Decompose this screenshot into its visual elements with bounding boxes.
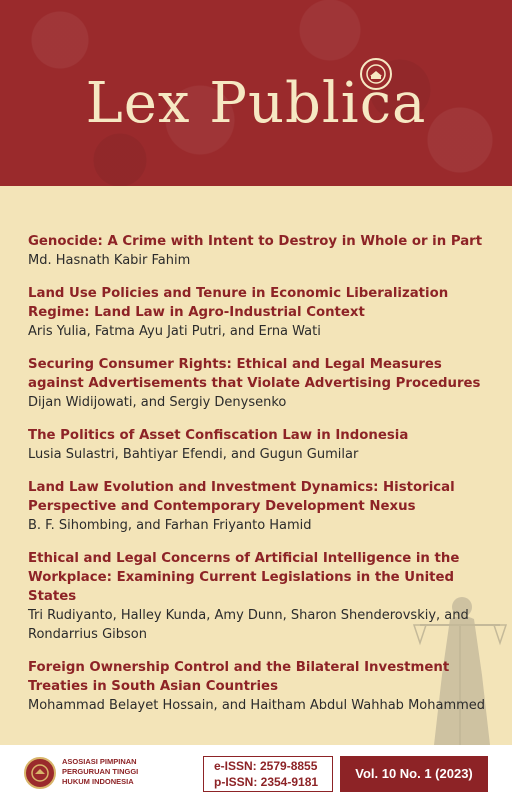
article-item[interactable]	[28, 426, 494, 464]
article-item[interactable]	[28, 658, 494, 715]
volume-badge: Vol. 10 No. 1 (2023)	[340, 756, 488, 792]
association-line: ASOSIASI PIMPINAN	[62, 757, 137, 766]
article-title[interactable]: Foreign Ownership Control and the Bilateral Investment Treaties in South Asian Countries	[28, 660, 450, 694]
article-authors: Aris Yulia, Fatma Ayu Jati Putri, and Erna Wati	[28, 324, 321, 339]
article-list	[28, 232, 494, 729]
association-line: HUKUM INDONESIA	[62, 777, 134, 786]
cover-footer	[0, 745, 512, 800]
issn-box	[203, 756, 333, 792]
article-item[interactable]	[28, 284, 494, 341]
journal-title: Lex Publica	[85, 71, 427, 136]
article-title[interactable]: Securing Consumer Rights: Ethical and Legal Measures against Advertisements that Violate Advertising Procedures	[28, 357, 481, 391]
article-authors: Dijan Widijowati, and Sergiy Denysenko	[28, 395, 287, 410]
article-item[interactable]	[28, 232, 494, 270]
pissn: p-ISSN: 2354-9181	[214, 775, 319, 789]
article-title[interactable]: Genocide: A Crime with Intent to Destroy in Whole or in Part	[28, 234, 483, 249]
article-item[interactable]	[28, 478, 494, 535]
article-item[interactable]	[28, 355, 494, 412]
association-logo-icon	[24, 757, 56, 789]
article-title[interactable]: Ethical and Legal Concerns of Artificial Intelligence in the Workplace: Examining Current Legislations in the United States	[28, 551, 460, 604]
article-title[interactable]: The Politics of Asset Confiscation Law in Indonesia	[28, 428, 409, 443]
article-authors: Md. Hasnath Kabir Fahim	[28, 253, 191, 268]
article-title[interactable]: Land Law Evolution and Investment Dynamics: Historical Perspective and Contemporary Development Nexus	[28, 480, 455, 514]
article-authors: Mohammad Belayet Hossain, and Haitham Abdul Wahhab Mohammed	[28, 698, 486, 713]
article-authors: Tri Rudiyanto, Halley Kunda, Amy Dunn, Sharon Shenderovskiy, and Rondarrius Gibson	[28, 608, 469, 642]
article-title[interactable]: Land Use Policies and Tenure in Economic Liberalization Regime: Land Law in Agro-Industrial Context	[28, 286, 449, 320]
article-authors: B. F. Sihombing, and Farhan Friyanto Hamid	[28, 518, 312, 533]
cover-header	[0, 0, 512, 186]
association-name	[62, 757, 182, 787]
association-line: PERGURUAN TINGGI	[62, 767, 139, 776]
article-item[interactable]	[28, 549, 494, 644]
eissn: e-ISSN: 2579-8855	[214, 759, 318, 773]
article-authors: Lusia Sulastri, Bahtiyar Efendi, and Gugun Gumilar	[28, 447, 359, 462]
